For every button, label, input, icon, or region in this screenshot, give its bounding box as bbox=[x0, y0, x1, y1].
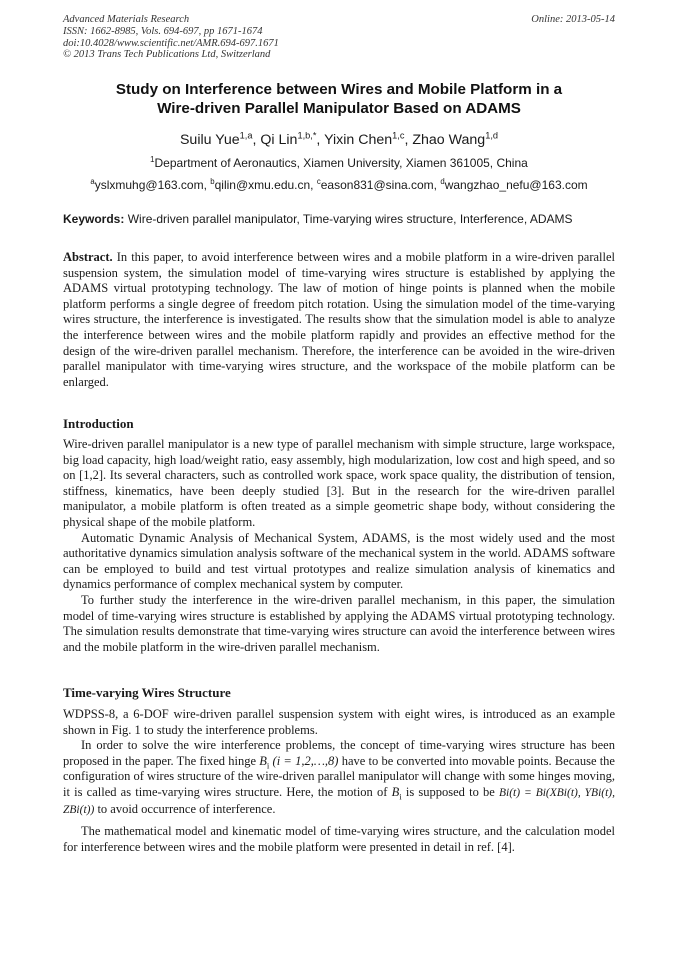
email-link[interactable]: eason831@sina.com bbox=[320, 178, 434, 192]
section2-paragraph-1: WDPSS-8, a 6-DOF wire-driven parallel suspension system with eight wires, is introduced as an example shown in Fig. 1 to study the interference problems. bbox=[63, 707, 615, 737]
author-affil-mark: 1,c bbox=[392, 130, 405, 141]
intro-paragraph-2: Automatic Dynamic Analysis of Mechanical System, ADAMS, is the most widely used and the most authoritative dynamics simulation analysis software of the mechanical system in the world. ADAMS software can be employed to build and test virtual prototypes and realize simulation analysis of kinematics and dynamics performance of complex mechanical system by computer. bbox=[63, 530, 615, 592]
email-separator: , bbox=[310, 178, 317, 192]
p2-text-a: In order to solve the wire interference problems, the concept of time-varying wires structure has been proposed in the paper. The fixed hinge bbox=[63, 738, 615, 768]
abstract-paragraph bbox=[63, 250, 615, 390]
email-link[interactable]: qilin@xmu.edu.cn bbox=[214, 178, 311, 192]
introduction-body bbox=[63, 437, 615, 655]
intro-paragraph-1: Wire-driven parallel manipulator is a new type of parallel mechanism with simple structure, large workspace, big load capacity, high load/weight ratio, easy assembly, high modularization, low cost and high speed, and so on [1,2]. Its several characters, such as controlled work space, work space quality, the distribution of tension, stiffness, kinematics, have been deeply studied [3]. But in the research for the wire-driven parallel manipulator, a mobile platform is often treated as a simple geometric shape body, without considering the physical shape of the mobile platform. bbox=[63, 437, 615, 529]
email-mark: b bbox=[210, 177, 215, 186]
email-mark: c bbox=[316, 177, 321, 186]
email-link[interactable]: yslxmuhg@163.com bbox=[94, 178, 204, 192]
abstract-label: Abstract. bbox=[63, 250, 113, 264]
keywords-label: Keywords: bbox=[63, 212, 125, 226]
author-name: Yixin Chen bbox=[324, 132, 393, 148]
section2-body bbox=[63, 707, 615, 855]
author-list bbox=[63, 131, 615, 149]
author-separator: , bbox=[252, 132, 261, 148]
affiliation bbox=[63, 156, 615, 171]
keywords-text: Wire-driven parallel manipulator, Time-varying wires structure, Interference, ADAMS bbox=[127, 212, 573, 226]
doi-line: doi:10.4028/www.scientific.net/AMR.694-697.1671 bbox=[63, 37, 279, 49]
author-separator: , bbox=[316, 132, 325, 148]
paper-title bbox=[63, 80, 615, 118]
abstract-text: In this paper, to avoid interference between wires and a mobile platform in a wire-driven parallel suspension system, the simulation model of time-varying wires structure is established by applying the ADAMS virtual prototyping technology. The law of motion of hinge points is planned when the mobile platform performs a single degree of freedom pitch rotation. Using the simulation model of the time-varying wires structure, the interference is investigated. The results show that the simulation model is able to analyze the interference between wires and the mobile platform rapidly and provides an effective method for the design of the wire-driven parallel mechanism. Therefore, the interference can be avoided in the wire-driven parallel manipulator with time-varying wires structure, and the workspace of the mobile platform can be enlarged. bbox=[63, 250, 615, 389]
email-separator: , bbox=[203, 178, 211, 192]
email-mark: d bbox=[440, 177, 445, 186]
author-name: Qi Lin bbox=[260, 132, 298, 148]
affiliation-mark: 1 bbox=[150, 155, 155, 164]
author-affil-mark: 1,d bbox=[485, 130, 499, 141]
p2-text-b: have to be converted into movable points. Because the configuration of wires structure of the wire-driven parallel manipulator will change with some hinges moving, it is called as time-varying wires structure. Here, the motion of bbox=[63, 753, 615, 799]
index-range: (i = 1,2,…,8) bbox=[269, 753, 339, 768]
copyright-line: © 2013 Trans Tech Publications Ltd, Switzerland bbox=[63, 49, 271, 61]
journal-name: Advanced Materials Research bbox=[63, 14, 190, 25]
keywords bbox=[63, 212, 615, 227]
author-affil-mark: 1,b,* bbox=[297, 130, 317, 141]
section2-paragraph-2 bbox=[63, 738, 615, 818]
var-b: B bbox=[391, 784, 400, 799]
abstract bbox=[63, 250, 615, 390]
title-line-1: Study on Interference between Wires and Mobile Platform in a bbox=[115, 81, 563, 98]
email-mark: a bbox=[90, 177, 95, 186]
section-heading-introduction: Introduction bbox=[63, 416, 134, 431]
intro-paragraph-3: To further study the interference in the wire-driven parallel mechanism, in this paper, the simulation model of time-varying wires structure is established by applying the ADAMS virtual prototyping technology. The simulation results demonstrate that time-varying wires structure can avoid the interference between wires and the mobile platform in the wire-driven parallel mechanism. bbox=[63, 592, 615, 654]
issn-line: ISSN: 1662-8985, Vols. 694-697, pp 1671-1674 bbox=[63, 25, 263, 37]
motion-equation: Bi(t) = Bi(XBi(t), YBi(t), ZBi(t)) bbox=[63, 786, 616, 816]
online-date: Online: 2013-05-14 bbox=[531, 14, 615, 25]
var-sub-i: i bbox=[399, 791, 402, 802]
email-list bbox=[63, 178, 615, 193]
email-link[interactable]: wangzhao_nefu@163.com bbox=[444, 178, 588, 192]
section2-paragraph-3: The mathematical model and kinematic model of time-varying wires structure, and the calculation model for interference between wires and the mobile platform were presented in detail in ref. [4]. bbox=[63, 824, 615, 854]
journal-header bbox=[63, 14, 615, 61]
email-separator: , bbox=[433, 178, 441, 192]
var-sub-i: i bbox=[266, 760, 270, 771]
section-heading-time-varying: Time-varying Wires Structure bbox=[63, 685, 231, 700]
author-affil-mark: 1,a bbox=[239, 130, 253, 141]
p2-text-c: is supposed to be bbox=[401, 784, 499, 799]
author-separator: , bbox=[404, 132, 413, 148]
author-name: Suilu Yue bbox=[179, 132, 240, 148]
affiliation-text: Department of Aeronautics, Xiamen University, Xiamen 361005, China bbox=[154, 156, 528, 170]
var-b: B bbox=[259, 753, 267, 768]
author-name: Zhao Wang bbox=[412, 132, 486, 148]
title-line-2: Wire-driven Parallel Manipulator Based on ADAMS bbox=[157, 100, 521, 117]
p2-text-d: to avoid occurrence of interference. bbox=[94, 801, 276, 816]
